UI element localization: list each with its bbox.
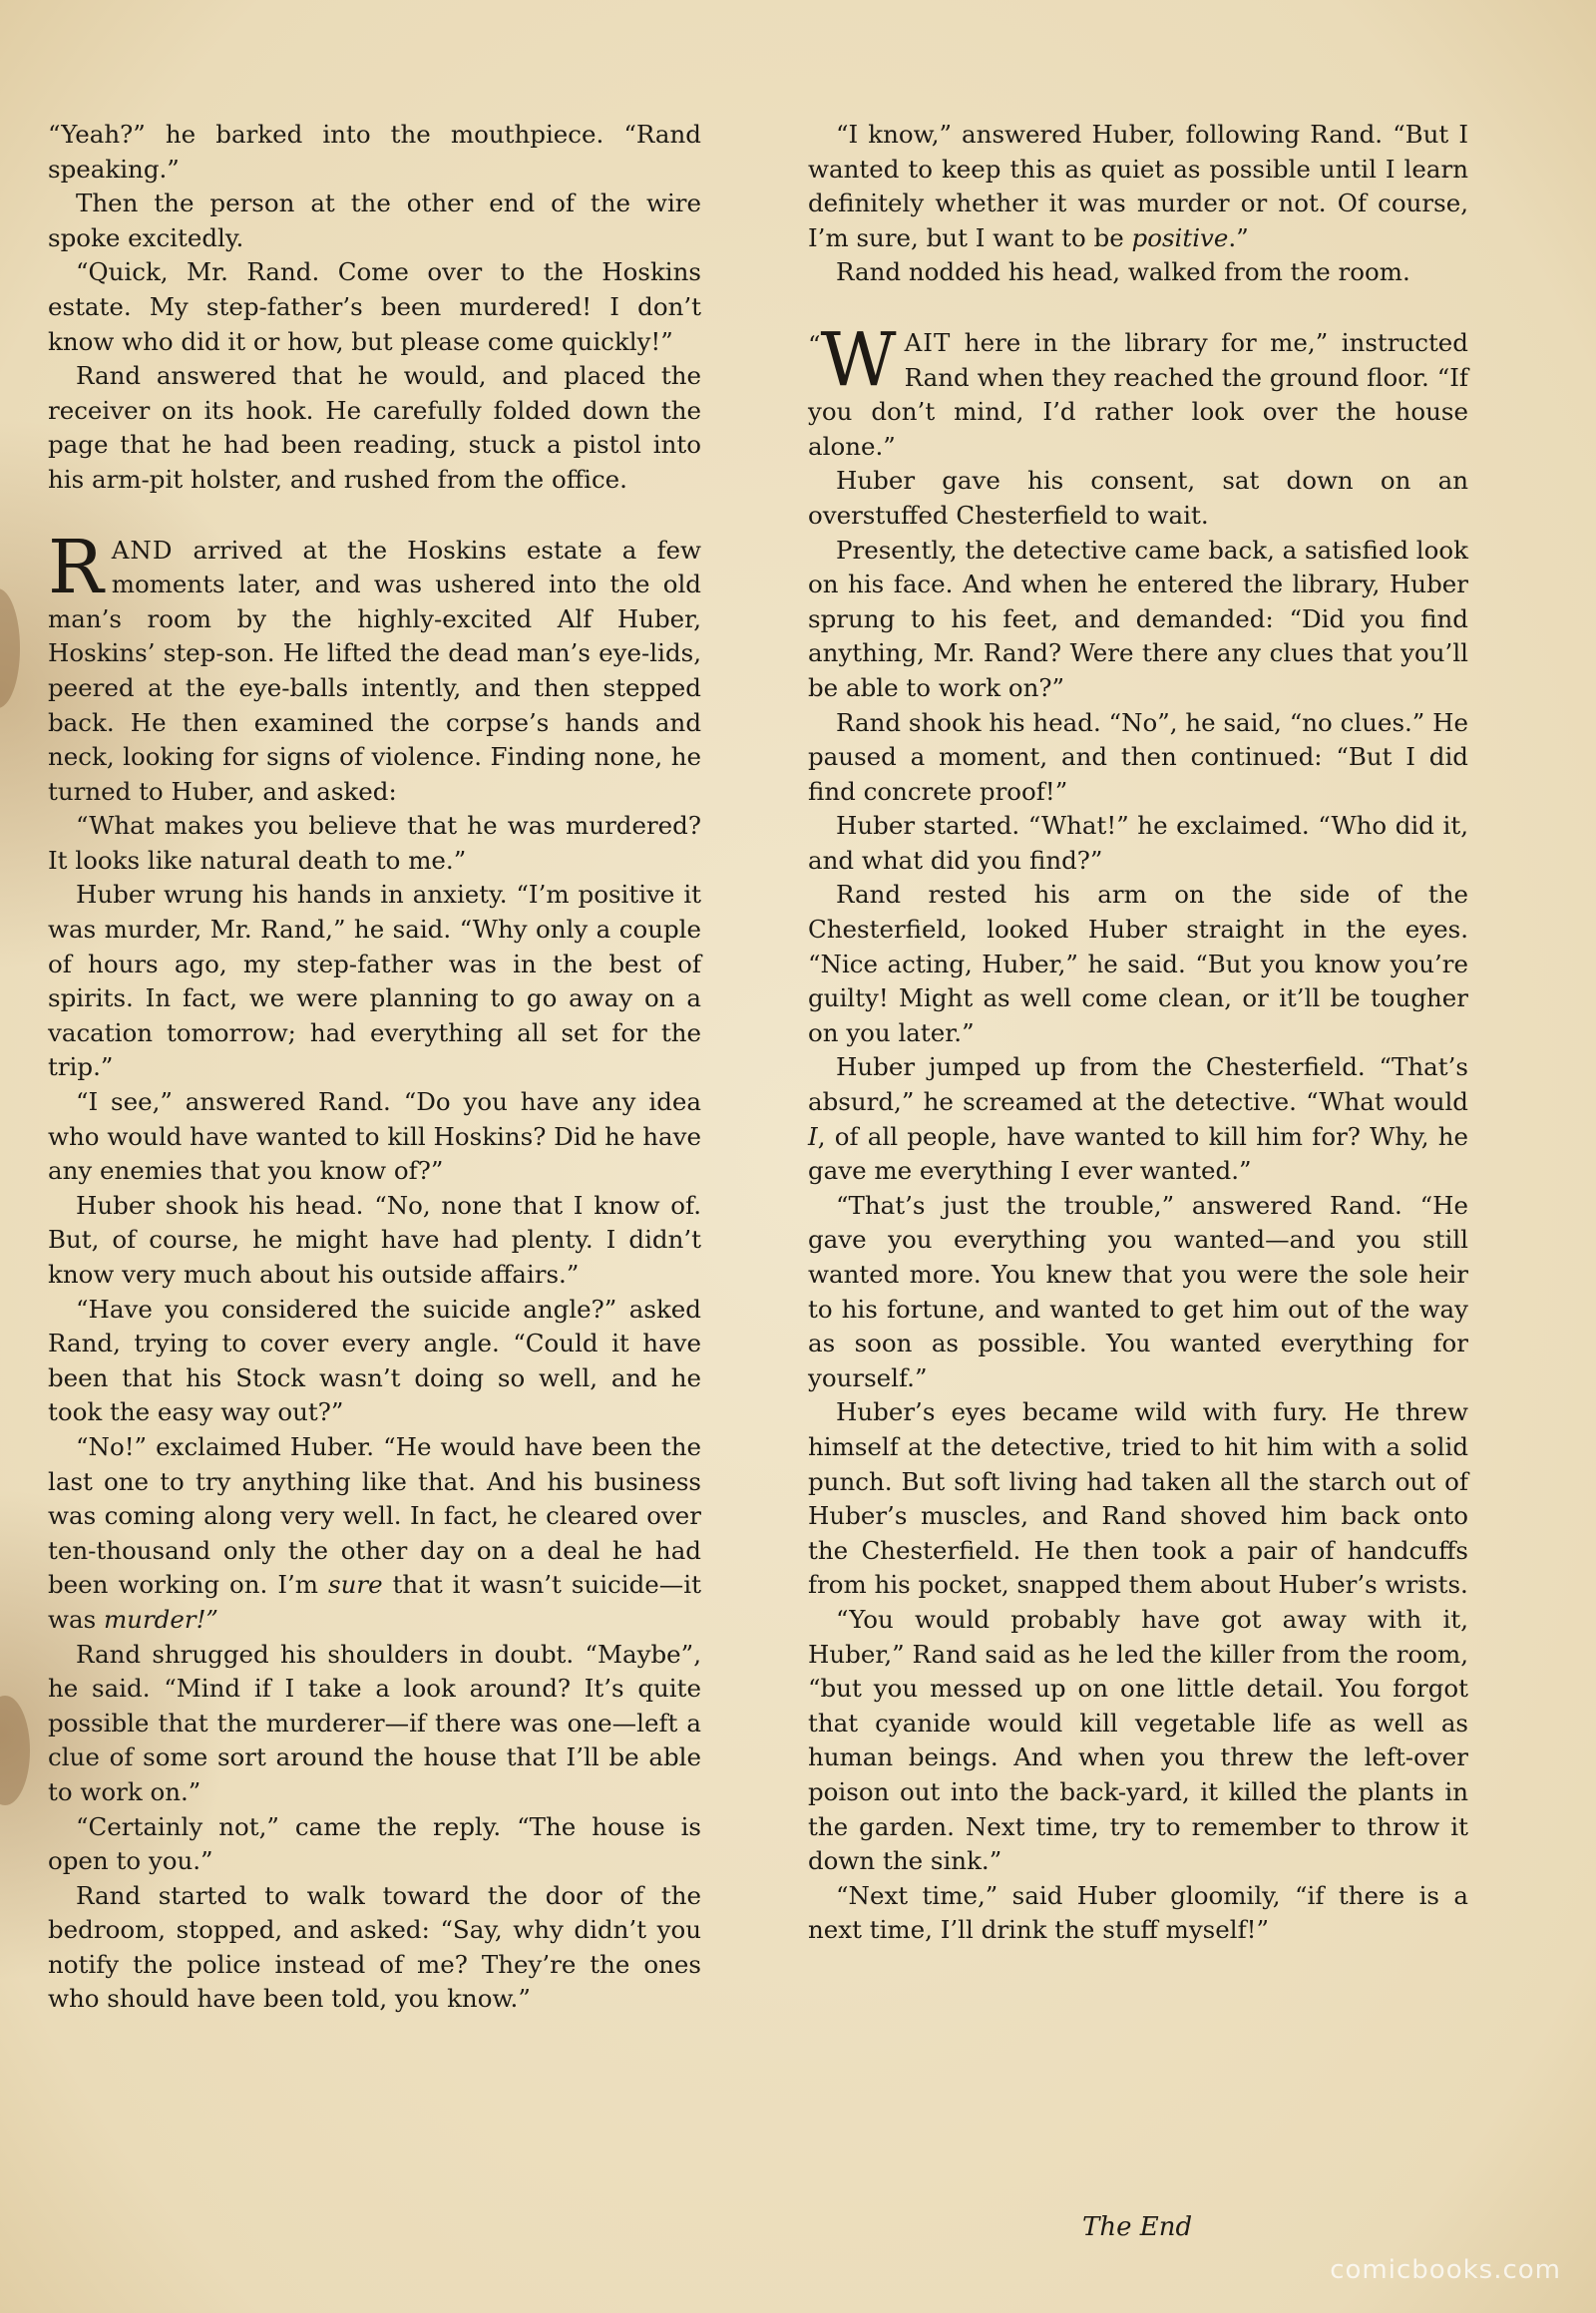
the-end-signoff: The End	[1082, 2212, 1193, 2242]
paragraph: Then the person at the other end of the wire spoke excitedly.	[48, 189, 701, 252]
lead-word: AIT	[904, 327, 952, 357]
stain	[0, 1696, 30, 1805]
paragraph: Huber gave his consent, sat down on an overstuffed Chesterfield to wait.	[808, 466, 1468, 530]
section-opening-paragraph	[48, 524, 701, 810]
paragraph: Huber shook his head. “No, none that I know of. But, of course, he might have had plenty. I didn’t know very much about his outside affairs.”	[48, 1190, 701, 1289]
emphasis: murder!”	[103, 1604, 218, 1634]
stain	[0, 588, 20, 708]
paragraph	[808, 1050, 1468, 1188]
paragraph-text: , of all people, have wanted to kill him for? Why, he gave me everything I ever wanted.”	[808, 1121, 1468, 1186]
paragraph: “Quick, Mr. Rand. Come over to the Hoskins estate. My step-father’s been murdered! I don’t know who did it or how, but please come quickly!”	[48, 257, 701, 356]
paragraph: Rand shook his head. “No”, he said, “no clues.” He paused a moment, and then continued: “But I did find concrete proof!”	[808, 707, 1468, 806]
paragraph: Huber wrung his hands in anxiety. “I’m positive it was murder, Mr. Rand,” he said. “Why only a couple of hours ago, my step-father was in the best of spirits. In fact, we were planning to go away on a vacation tomorrow; had everything all set for the trip.”	[48, 880, 701, 1082]
paragraph	[48, 1430, 701, 1638]
paragraph-text: “I know,” answered Huber, following Rand. “But I wanted to keep this as quiet as possible until I learn definitely whether it was murder or not. Of course, I’m sure, but I want to be	[808, 120, 1468, 252]
paragraph: Rand started to walk toward the door of the bedroom, stopped, and asked: “Say, why didn’t you notify the police instead of me? They’re the ones who should have been told, you know.”	[48, 1880, 701, 2014]
paragraph: Rand nodded his head, walked from the room.	[836, 257, 1410, 287]
emphasis: positive	[1131, 222, 1229, 252]
paragraph: “What makes you believe that he was murdered? It looks like natural death to me.”	[48, 811, 701, 875]
paragraph: “Have you considered the suicide angle?” asked Rand, trying to cover every angle. “Could it have been that his Stock wasn’t doing so well, and he took the easy way out?”	[48, 1294, 701, 1427]
emphasis: I	[808, 1121, 818, 1151]
drop-cap: R	[48, 524, 104, 610]
section-opening-paragraph	[808, 316, 1468, 464]
paragraph: Huber started. “What!” he exclaimed. “Who did it, and what did you find?”	[808, 811, 1468, 875]
paragraph-text: Huber jumped up from the Chesterfield. “That’s absurd,” he screamed at the detective. “What would	[808, 1052, 1468, 1117]
paragraph: “I see,” answered Rand. “Do you have any idea who would have wanted to kill Hoskins? Did he have any enemies that you know of?”	[48, 1087, 701, 1186]
paragraph: Rand rested his arm on the side of the Chesterfield, looked Huber straight in the eyes. “Nice acting, Huber,” he said. “But you know you’re guilty! Might as well come clean, or it’ll be tougher on you later.”	[808, 880, 1468, 1047]
right-column	[808, 118, 1468, 1948]
paragraph-text: here in the library for me,” instructed Rand when they reached the ground floor. “If you don’t mind, I’d rather look over the house alone.”	[808, 327, 1468, 461]
paragraph: Rand shrugged his shoulders in doubt. “Maybe”, he said. “Mind if I take a look around? It’s quite possible that the murderer—if there was one—left a clue of some sort around the house that I’ll be able to work on.”	[48, 1639, 701, 1806]
paragraph: “You would probably have got away with it, Huber,” Rand said as he led the killer from the room, “but you messed up on one little detail. You forgot that cyanide would kill vegetable life as well as human beings. And when you threw the left-over poison out into the back-yard, it killed the plants in the garden. Next time, try to remember to throw it down the sink.”	[808, 1604, 1468, 1876]
paragraph-text: arrived at the Hoskins estate a few moments later, and was ushered into the old man’s room by the highly-excited Alf Huber, Hoskins’ step-son. He lifted the dead man’s eye-lids, peered at the eye-balls intently, and then stepped back. He then examined the corpse’s hands and neck, looking for signs of violence. Finding none, he turned to Huber, and asked:	[48, 535, 701, 806]
left-column	[48, 118, 701, 2017]
paragraph: Presently, the detective came back, a satisfied look on his face. And when he entered the library, Huber sprung to his feet, and demanded: “Did you find anything, Mr. Rand? Were there any clues that you’ll be able to work on?”	[808, 535, 1468, 702]
paragraph: Huber’s eyes became wild with fury. He threw himself at the detective, tried to hit him with a solid punch. But soft living had taken all the starch out of Huber’s muscles, and Rand shoved him back onto the Chesterfield. He then took a pair of handcuffs from his pocket, snapped them about Huber’s wrists.	[808, 1397, 1468, 1600]
paragraph: Rand answered that he would, and placed the receiver on its hook. He carefully folded down the page that he had been reading, stuck a pistol into his arm-pit holster, and rushed from the office.	[48, 361, 701, 494]
paragraph: “That’s just the trouble,” answered Rand. “He gave you everything you wanted—and you still wanted more. You knew that you were the sole heir to his fortune, and wanted to get him out of the way as soon as possible. You wanted everything for yourself.”	[808, 1190, 1468, 1392]
paragraph: “Yeah?” he barked into the mouthpiece. “Rand speaking.”	[48, 120, 701, 184]
paragraph	[808, 118, 1468, 255]
site-watermark: comicbooks.com	[1330, 2255, 1561, 2285]
paragraph-text: “No!” exclaimed Huber. “He would have been the last one to try anything like that. And his business was coming along very well. In fact, he cleared over ten-thousand only the other day on a deal he had been working on. I’m	[48, 1431, 701, 1600]
paragraph: “Certainly not,” came the reply. “The house is open to you.”	[48, 1811, 701, 1876]
drop-cap: W	[820, 316, 897, 403]
paragraph: “Next time,” said Huber gloomily, “if there is a next time, I’ll drink the stuff myself!”	[808, 1880, 1468, 1945]
paragraph-text: .”	[1228, 222, 1249, 252]
lead-word: AND	[111, 535, 174, 565]
open-quote: “	[808, 329, 821, 359]
emphasis: sure	[328, 1570, 383, 1600]
paragraph-text: that it wasn’t suicide—it was	[48, 1570, 701, 1634]
